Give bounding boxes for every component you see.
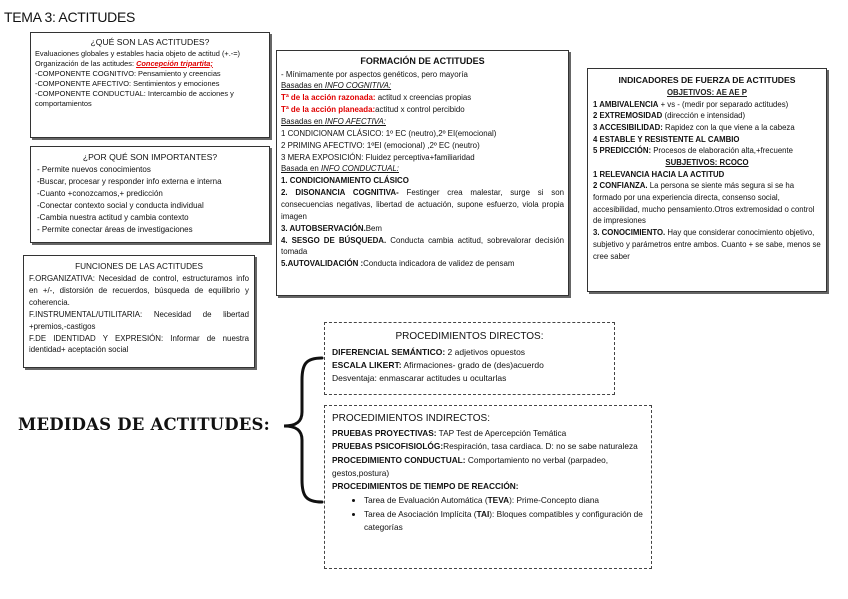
por-que-title: ¿POR QUÉ SON IMPORTANTES?	[82, 152, 218, 162]
funcion-item: F.DE IDENTIDAD Y EXPRESIÓN: Informar de nuestra identidad+ aceptación social	[29, 333, 249, 355]
component-item: -COMPONENTE CONDUCTUAL: Intercambio de acciones y comportamientos	[35, 88, 234, 108]
component-item: -COMPONENTE AFECTIVO: Sentimientos y emociones	[35, 78, 220, 88]
funciones-box	[23, 255, 255, 368]
subjetivo-item: 3. CONOCIMIENTO. Hay que considerar conocimiento objetivo, subjetivo y parámetros entre ambos. Cuanto + se sabe, menos se cree saber	[593, 228, 821, 261]
cognitiva-heading: Basadas en INFO COGNITIVA:	[281, 81, 392, 91]
indicadores-title: INDICADORES DE FUERZA DE ACTITUDES	[618, 75, 796, 85]
que-son-box	[30, 32, 270, 138]
conductual-item: 1. CONDICIONAMIENTO CLÁSICO	[281, 176, 409, 186]
indirecto-item: PRUEBAS PSICOFISIOLÓG:Respiración, tasa cardiaca. D: no se sabe naturaleza	[332, 441, 638, 452]
formacion-box	[276, 50, 569, 296]
indirecto-item: PRUEBAS PROYECTIVAS: TAP Test de Apercepción Temática	[332, 428, 567, 438]
afectiva-item: 3 MERA EXPOSICIÓN: Fluidez perceptiva+familiaridad	[281, 152, 475, 162]
indicadores-box	[587, 68, 827, 292]
que-son-definition: Evaluaciones globales y estables hacia objeto de actitud (+.-=)	[35, 48, 241, 58]
indirectos-title: PROCEDIMIENTOS INDIRECTOS:	[332, 413, 490, 424]
objetivo-item: 5 PREDICCIÓN: Procesos de elaboración alta,+frecuente	[593, 146, 794, 156]
subjetivos-heading: SUBJETIVOS: RCOCO	[665, 158, 749, 168]
formacion-intro: - Mínimamente por aspectos genéticos, pero mayoría	[281, 69, 468, 79]
conductual-item: 3. AUTOBSERVACIÓN.Bem	[281, 223, 382, 233]
medidas-title: MEDIDAS DE ACTITUDES:	[18, 415, 270, 434]
curly-brace	[278, 350, 328, 510]
accion-razonada-line: Tª de la acción razonada: actitud x creencias propias	[281, 93, 472, 103]
objetivo-item: 3 ACCESIBILIDAD: Rapidez con la que viene a la cabeza	[593, 122, 795, 132]
organizacion-value: Concepción tripartita;	[136, 58, 213, 68]
afectiva-item: 2 PRIMING AFECTIVO: 1ºEI (emocional) ,2º EC (neutro)	[281, 140, 480, 150]
indirecto-item: PROCEDIMIENTOS DE TIEMPO DE REACCIÓN:	[332, 481, 519, 492]
directo-item: Desventaja: enmascarar actitudes u ocultarlas	[332, 372, 507, 383]
tiempo-reaccion-list	[332, 494, 644, 534]
que-son-title: ¿QUÉ SON LAS ACTITUDES?	[90, 37, 210, 47]
directos-title: PROCEDIMIENTOS DIRECTOS:	[395, 331, 544, 342]
conductual-heading: Basada en INFO CONDUCTUAL:	[281, 164, 399, 174]
objetivo-item: 2 EXTREMOSIDAD (dirección e intensidad)	[593, 111, 746, 121]
objetivo-item: 4 ESTABLE Y RESISTENTE AL CAMBIO	[593, 134, 740, 144]
indirecto-item: PROCEDIMIENTO CONDUCTUAL: Comportamiento no verbal (parpadeo, gestos,postura)	[332, 454, 609, 478]
afectiva-item: 1 CONDICIONAM CLÁSICO: 1º EC (neutro),2º EI(emocional)	[281, 128, 497, 138]
tiempo-reaccion-item: • Tarea de Evaluación Automática (TEVA): Prime-Concepto diana	[364, 494, 644, 507]
funciones-title: FUNCIONES DE LAS ACTITUDES	[75, 262, 203, 271]
subjetivo-item: 2 CONFIANZA. La persona se siente más segura si se ha formado por una experiencia directa, consenso social, accesibilidad, mucho pensamiento.Otros extremosidad o control de impresiones	[593, 181, 815, 226]
funcion-item: F.INSTRUMENTAL/UTILITARIA: Necesidad de libertad +premios,-castigos	[29, 309, 249, 331]
formacion-title: FORMACIÓN DE ACTITUDES	[360, 56, 485, 66]
por-que-item: - Permite nuevos conocimientos	[37, 164, 151, 174]
component-item: -COMPONENTE COGNITIVO: Pensamiento y creencias	[35, 68, 221, 78]
por-que-item: -Buscar, procesar y responder info externa e interna	[37, 176, 222, 186]
afectiva-heading: Basadas en INFO AFECTIVA:	[281, 116, 386, 126]
funcion-item: F.ORGANIZATIVA: Necesidad de control, estructuramos info en +/-, distorsión de recuerdos, búsqueda de equilibrio y coherencia.	[29, 274, 249, 308]
organizacion-label: Organización de las actitudes:	[35, 58, 135, 68]
por-que-item: - Permite conectar áreas de investigaciones	[37, 224, 193, 234]
subjetivo-item: 1 RELEVANCIA HACIA LA ACTITUD	[593, 169, 725, 179]
conductual-item: 2. DISONANCIA COGNITIVA- Festinger crea malestar, surge si son consecuencias negativas, libertad de actuación, supone esfuerzo, viola propia imagen	[281, 188, 564, 221]
page-title: TEMA 3: ACTITUDES	[4, 9, 136, 25]
objetivo-item: 1 AMBIVALENCIA + vs - (medir por separado actitudes)	[593, 99, 789, 109]
por-que-item: -Cuanto +conozcamos,+ predicción	[37, 188, 163, 198]
por-que-box	[30, 146, 270, 243]
tiempo-reaccion-item: • Tarea de Asociación Implícita (TAI): Bloques compatibles y configuración de categorías	[364, 508, 644, 535]
directo-item: DIFERENCIAL SEMÁNTICO: 2 adjetivos opuestos	[332, 346, 526, 357]
por-que-item: -Conectar contexto social y conducta individual	[37, 200, 204, 210]
conductual-item: 5.AUTOVALIDACIÓN :Conducta indicadora de validez de pensam	[281, 259, 515, 269]
objetivos-heading: OBJETIVOS: AE AE P	[666, 87, 747, 97]
por-que-item: -Cambia nuestra actitud y cambia contexto	[37, 212, 189, 222]
accion-planeada-line: Tª de la acción planeada:actitud x control percibido	[281, 105, 465, 115]
indirectos-box	[324, 405, 652, 569]
organizacion-line	[35, 59, 265, 69]
directo-item: ESCALA LIKERT: Afirmaciones- grado de (des)acuerdo	[332, 359, 544, 370]
conductual-item: 4. SESGO DE BÚSQUEDA. Conducta cambia actitud, sobrevalorar decisión tomada	[281, 235, 564, 257]
directos-box	[324, 322, 615, 395]
